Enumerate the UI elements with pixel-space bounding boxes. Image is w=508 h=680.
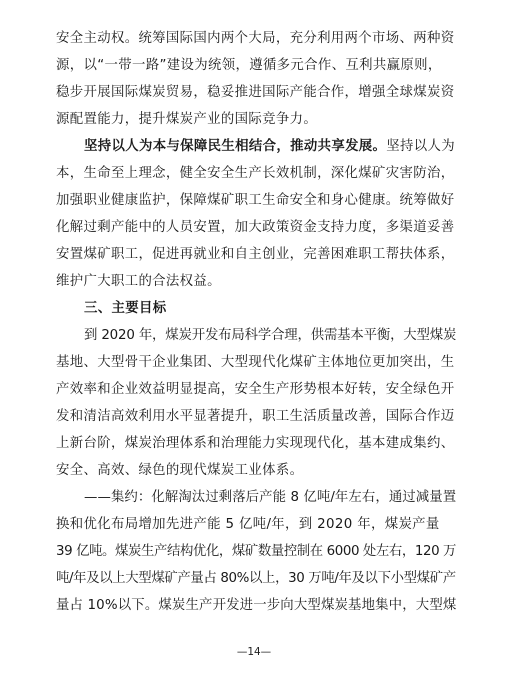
text-line: 维护广大职工的合法权益。 [56,274,221,289]
text-line: 加强职业健康监护，保障煤矿职工生命安全和身心健康。统筹做好 [56,193,455,208]
text-line: 39 亿吨。煤炭生产结构优化，煤矿数量控制在 6000 处左右，120 万 [56,544,457,559]
text-line: 到 2020 年，煤炭开发布局科学合理，供需基本平衡，大型煤炭 [84,328,457,343]
text-line: 安全、高效、绿色的现代煤炭工业体系。 [56,463,304,478]
text-line: 安全主动权。统筹国际国内两个大局，充分利用两个市场、两种资 [56,31,455,46]
text-line: 吨/年及以上大型煤矿产量占 80%以上，30 万吨/年及以下小型煤矿产 [56,571,456,586]
text-line: 上新台阶，煤炭治理体系和治理能力实现现代化，基本建成集约、 [56,436,455,451]
text-line: 源，以“一带一路”建设为统领，遵循多元合作、互利共赢原则， [56,58,442,73]
text-line: 化解过剩产能中的人员安置，加大政策资金支持力度，多渠道妥善 [56,220,455,235]
text-line: ——集约：化解淘汰过剩落后产能 8 亿吨/年左右，通过减量置 [84,490,457,505]
text-line: 安置煤矿职工，促进再就业和自主创业，完善困难职工帮扶体系， [56,247,455,262]
page-number: —14— [236,646,272,658]
text-line: 发和清洁高效利用水平显著提升，职工生活质量改善，国际合作迈 [56,409,455,424]
text-line: 源配置能力，提升煤炭产业的国际竞争力。 [56,112,318,127]
text-line: 本，生命至上理念，健全安全生产长效机制，深化煤矿灾害防治， [56,166,455,181]
text-line: 量占 10%以下。煤炭生产开发进一步向大型煤炭基地集中，大型煤 [56,598,457,613]
text-line: 基地、大型骨干企业集团、大型现代化煤矿主体地位更加突出，生 [56,355,455,370]
text-line [84,138,455,156]
text-line: 稳步开展国际煤炭贸易，稳妥推进国际产能合作，增强全球煤炭资 [56,85,455,100]
text-line: 产效率和企业效益明显提高，安全生产形势根本好转，安全绿色开 [56,382,455,397]
section-heading: 三、主要目标 [84,301,167,316]
principle-heading: 坚持以人为本与保障民生相结合，推动共享发展。 [84,139,387,154]
text-line: 换和优化布局增加先进产能 5 亿吨/年，到 2020 年，煤炭产量 [56,517,440,532]
principle-text: 坚持以人为 [386,139,455,154]
